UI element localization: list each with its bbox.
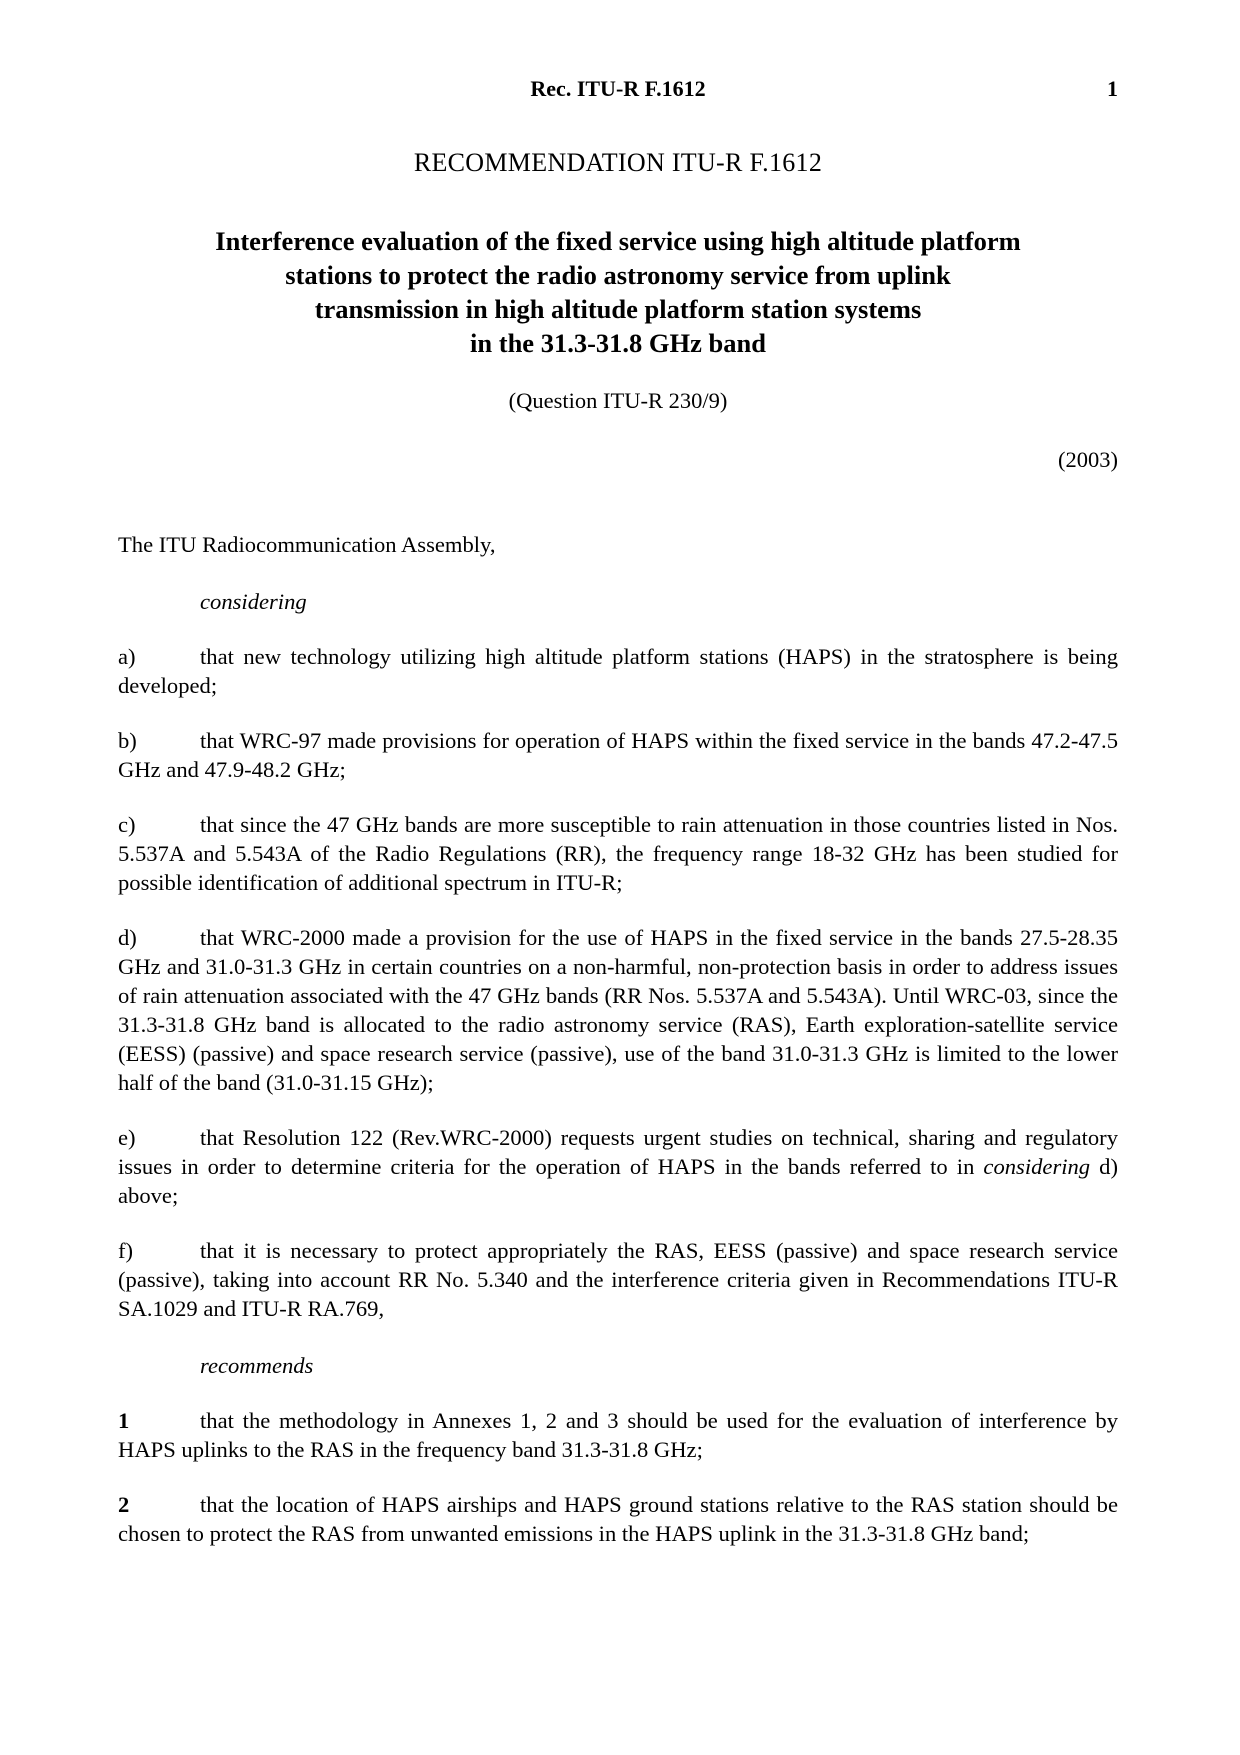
considering-item-b [118,726,1118,784]
item-label: b) [118,728,137,753]
item-text: that since the 47 GHz bands are more susceptible to rain attenuation in those countries listed in Nos. 5.537A and 5.543A of the Radio Regulations (RR), the frequency range 18-32 GHz has been studied for possible identification of additional spectrum in ITU-R; [118,812,1118,895]
recommendation-title: RECOMMENDATION ITU-R F.1612 [413,148,823,177]
item-text-italic: considering [983,1154,1091,1179]
item-label: d) [118,925,137,950]
recommends-heading: recommends [200,1353,314,1378]
running-header [118,76,1118,106]
item-label: f) [118,1238,134,1263]
main-title-line: transmission in high altitude platform station systems [314,294,922,324]
recommends-item-1 [118,1406,1118,1464]
main-title-line: Interference evaluation of the fixed service using high altitude platform [215,226,1021,256]
item-label: c) [118,812,136,837]
item-label: 2 [118,1492,130,1517]
considering-item-c [118,810,1118,897]
item-text: that Resolution 122 (Rev.WRC-2000) requests urgent studies on technical, sharing and regulatory issues in order to determine criteria for the operation of HAPS in the bands referred to in [118,1125,1118,1179]
header-reference: Rec. ITU-R F.1612 [530,76,706,101]
recommends-item-2 [118,1490,1118,1548]
item-text: that WRC-97 made provisions for operation of HAPS within the fixed service in the bands 47.2-47.5 GHz and 47.9-48.2 GHz; [118,728,1118,782]
intro-text: The ITU Radiocommunication Assembly, [118,532,496,557]
main-title-line: stations to protect the radio astronomy service from uplink [285,260,951,290]
main-title [118,224,1118,360]
main-title-line: in the 31.3-31.8 GHz band [470,328,766,358]
question-reference: (Question ITU-R 230/9) [508,388,728,413]
item-text: that WRC-2000 made a provision for the use of HAPS in the fixed service in the bands 27.5-28.35 GHz and 31.0-31.3 GHz in certain countries on a non-harmful, non-protection basis in order to address issues of rain attenuation associated with the 47 GHz bands (RR Nos. 5.537A and 5.543A). Until WRC-03, since the 31.3-31.8 GHz band is allocated to the radio astronomy service (RAS), Earth exploration-satellite service (EESS) (passive) and space research service (passive), use of the band 31.0-31.3 GHz is limited to the lower half of the band (31.0-31.15 GHz); [118,925,1118,1095]
considering-item-f [118,1236,1118,1323]
item-text: that the location of HAPS airships and HAPS ground stations relative to the RAS station should be chosen to protect the RAS from unwanted emissions in the HAPS uplink in the 31.3-31.8 GHz band; [118,1492,1118,1546]
item-text: that new technology utilizing high altitude platform stations (HAPS) in the stratosphere is being developed; [118,644,1118,698]
item-label: 1 [118,1408,130,1433]
document-body [118,530,1118,1548]
item-text: that it is necessary to protect appropriately the RAS, EESS (passive) and space research service (passive), taking into account RR No. 5.340 and the interference criteria given in Recommendations ITU-R SA.1029 and ITU-R RA.769, [118,1238,1118,1321]
item-text: d) above; [118,1154,1118,1208]
year: (2003) [1058,447,1118,472]
considering-item-d [118,923,1118,1097]
considering-item-e [118,1123,1118,1210]
considering-item-a [118,642,1118,700]
page-number: 1 [1107,76,1118,101]
item-text: that the methodology in Annexes 1, 2 and 3 should be used for the evaluation of interference by HAPS uplinks to the RAS in the frequency band 31.3-31.8 GHz; [118,1408,1118,1462]
item-label: e) [118,1125,136,1150]
considering-heading: considering [200,589,307,614]
item-label: a) [118,644,136,669]
